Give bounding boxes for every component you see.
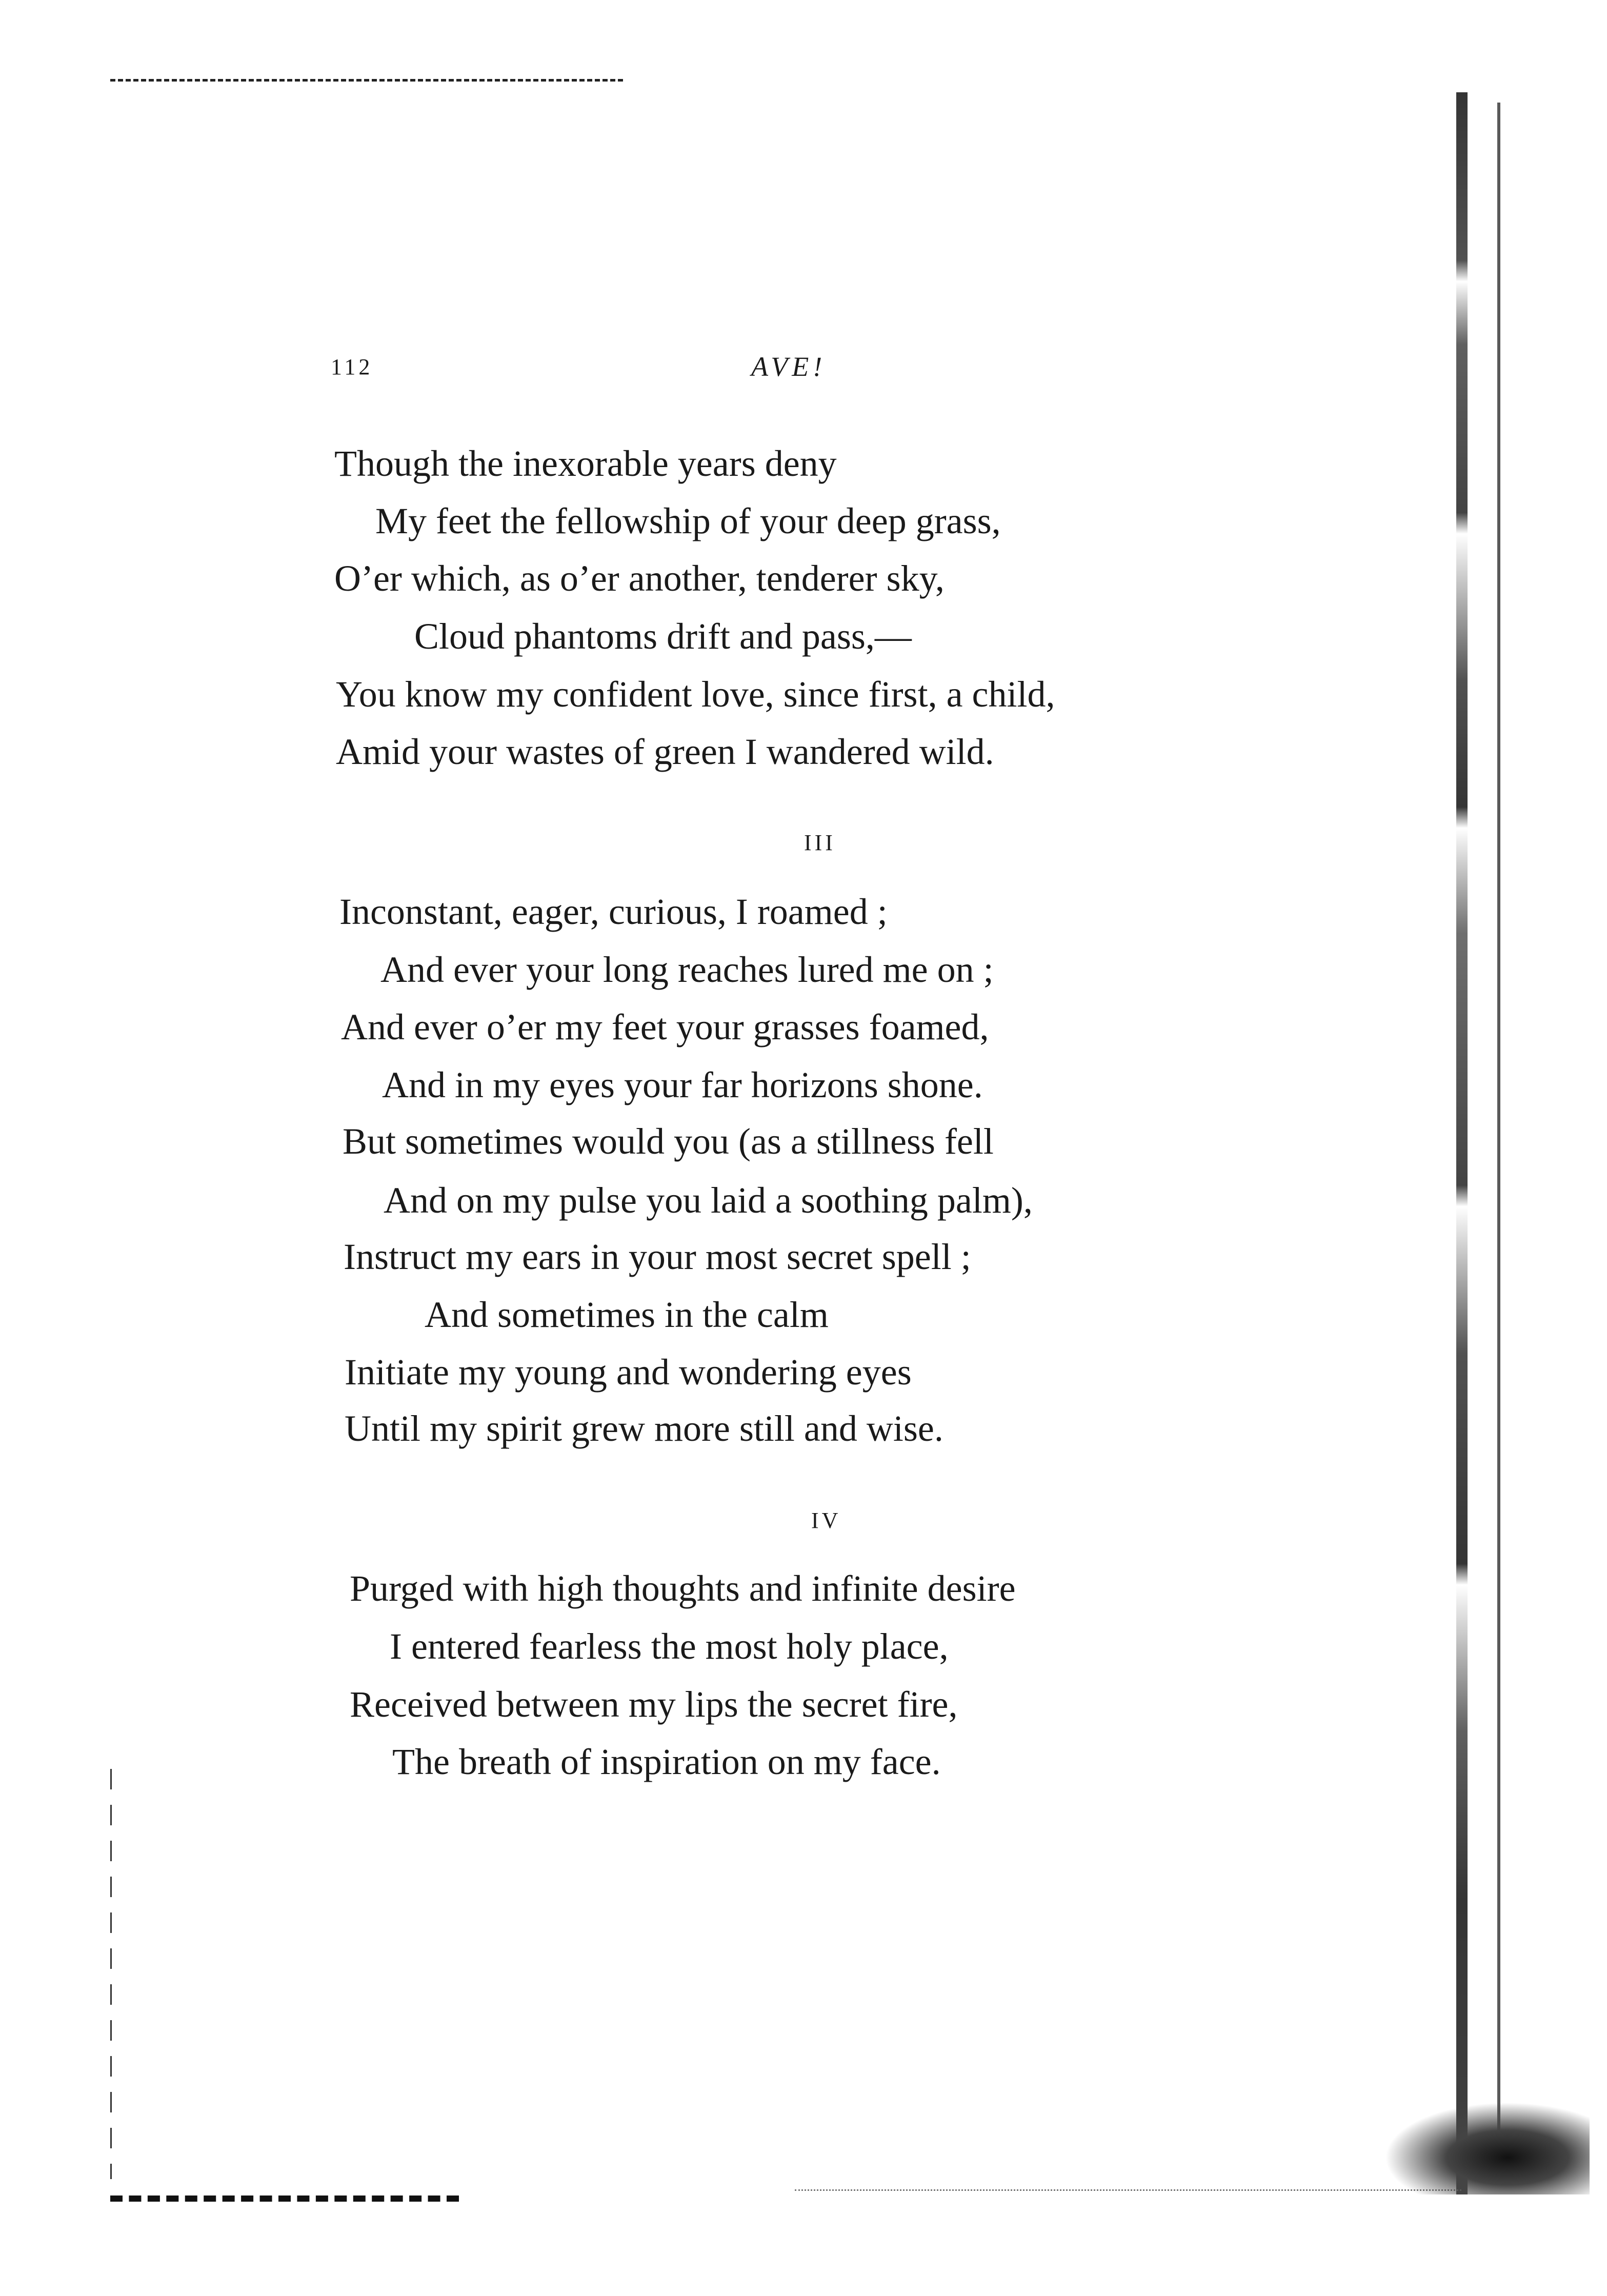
verse-line: And on my pulse you laid a soothing palm), — [384, 1180, 1033, 1221]
verse-line: Initiate my young and wondering eyes — [345, 1352, 912, 1393]
page-number: 112 — [331, 354, 373, 379]
scan-bottom-rule — [110, 2196, 459, 2202]
section-numeral: III — [804, 830, 836, 855]
scan-corner-smudge — [1384, 2102, 1590, 2194]
verse-line: Purged with high thoughts and infinite desire — [350, 1568, 1016, 1609]
verse-line: And ever o’er my feet your grasses foamed, — [341, 1006, 989, 1048]
verse-line: My feet the fellowship of your deep grass, — [375, 500, 1001, 541]
verse-line: O’er which, as o’er another, tenderer sky, — [334, 558, 945, 599]
verse-line: The breath of inspiration on my face. — [392, 1741, 941, 1782]
scan-top-rule — [110, 79, 623, 82]
verse-line: You know my confident love, since first, a child, — [336, 674, 1055, 715]
running-head — [331, 351, 1182, 385]
verse-line: Amid your wastes of green I wandered wild. — [336, 731, 994, 772]
verse-line: Cloud phantoms drift and pass,— — [414, 616, 912, 657]
running-title: AVE! — [751, 351, 827, 382]
verse-line: Received between my lips the secret fire, — [350, 1684, 958, 1725]
verse-line: I entered fearless the most holy place, — [390, 1626, 949, 1667]
verse-line: But sometimes would you (as a stillness fell — [343, 1121, 994, 1162]
verse-line: Until my spirit grew more still and wise. — [345, 1408, 943, 1449]
verse-line: Instruct my ears in your most secret spell ; — [344, 1236, 971, 1277]
section-numeral: IV — [811, 1508, 841, 1533]
verse-line: Inconstant, eager, curious, I roamed ; — [339, 891, 888, 932]
scan-left-edge-mark — [110, 1769, 112, 2179]
verse-line: And in my eyes your far horizons shone. — [382, 1064, 983, 1105]
scan-right-edge-shadow — [1456, 92, 1468, 2194]
scan-right-edge-line — [1497, 103, 1500, 2179]
verse-line: And sometimes in the calm — [425, 1294, 829, 1335]
verse-line: Though the inexorable years deny — [334, 443, 837, 484]
scan-bottom-specks — [795, 2189, 1461, 2191]
verse-line: And ever your long reaches lured me on ; — [380, 949, 994, 990]
